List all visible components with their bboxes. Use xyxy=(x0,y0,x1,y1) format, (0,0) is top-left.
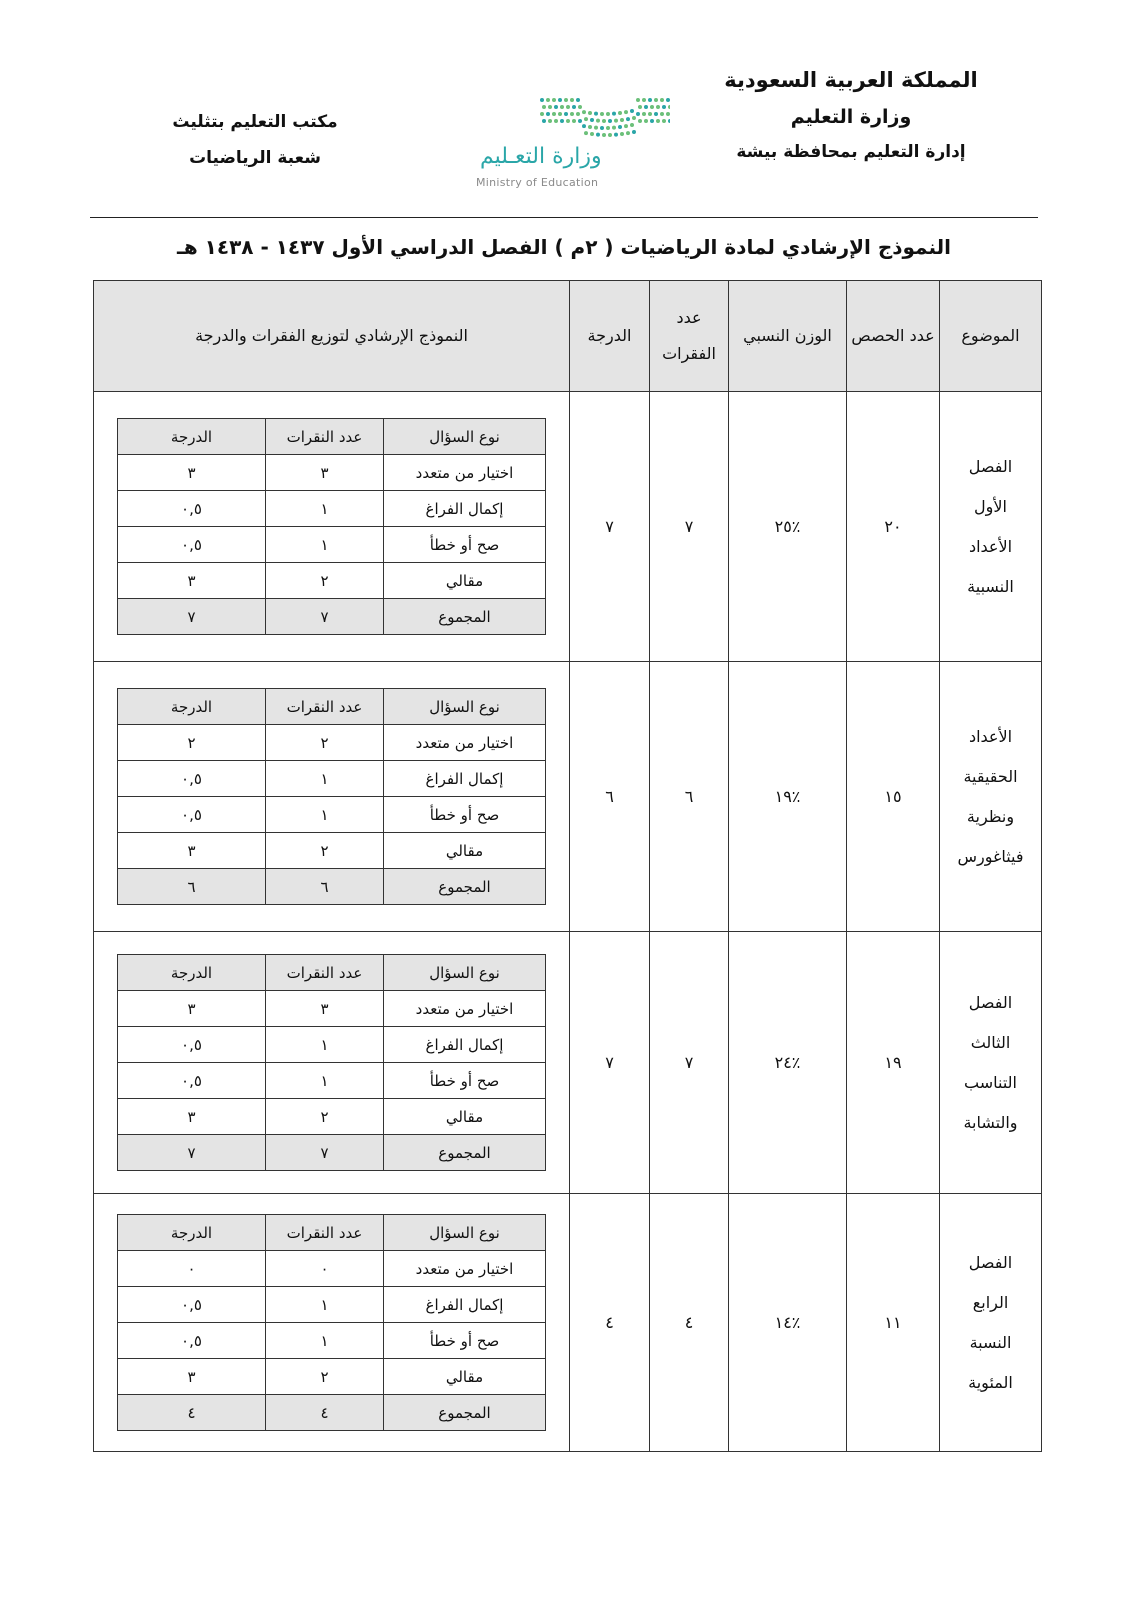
logo-dot xyxy=(542,105,546,109)
topic-line: المئوية xyxy=(968,1372,1013,1392)
inner-col-count: عدد النقرات xyxy=(266,689,384,725)
question-count: ١ xyxy=(266,1323,384,1359)
question-grade: ٠,٥ xyxy=(118,1323,266,1359)
logo-dot xyxy=(572,105,576,109)
lessons-cell: ٢٠ xyxy=(847,392,940,662)
question-count: ١ xyxy=(266,1287,384,1323)
total-label: المجموع xyxy=(384,1395,546,1431)
logo-dot xyxy=(662,105,666,109)
table-row xyxy=(94,932,1042,1194)
inner-col-count: عدد النقرات xyxy=(266,419,384,455)
total-label: المجموع xyxy=(384,599,546,635)
logo-dot xyxy=(554,105,558,109)
distribution-cell xyxy=(94,662,570,932)
logo-dot xyxy=(584,131,588,135)
logo-dot xyxy=(600,126,604,130)
topic-line: التناسب xyxy=(964,1072,1017,1092)
inner-col-type: نوع السؤال xyxy=(384,955,546,991)
col-weight: الوزن النسبي xyxy=(729,281,847,392)
logo-dot xyxy=(606,112,610,116)
logo-dot xyxy=(630,123,634,127)
lessons-cell: ١٩ xyxy=(847,932,940,1194)
question-count: ٢ xyxy=(266,563,384,599)
department-name: شعبة الرياضيات xyxy=(189,148,321,168)
question-type: إكمال الفراغ xyxy=(384,761,546,797)
logo-dot xyxy=(582,110,586,114)
logo-dot xyxy=(560,119,564,123)
logo-dot xyxy=(608,119,612,123)
logo-dot xyxy=(654,112,658,116)
logo-dot xyxy=(594,126,598,130)
grade-cell: ٧ xyxy=(570,932,650,1194)
question-count: ٢ xyxy=(266,725,384,761)
topic-line: والتشابة xyxy=(963,1112,1018,1132)
inner-col-count: عدد النقرات xyxy=(266,955,384,991)
question-count: ١ xyxy=(266,797,384,833)
logo-dot xyxy=(668,119,670,123)
total-count: ٤ xyxy=(266,1395,384,1431)
question-type: صح أو خطأ xyxy=(384,1323,546,1359)
topic-cell xyxy=(940,932,1042,1194)
logo-dot xyxy=(596,133,600,137)
logo-dot xyxy=(626,117,630,121)
question-type: صح أو خطأ xyxy=(384,527,546,563)
question-type: إكمال الفراغ xyxy=(384,491,546,527)
total-grade: ٧ xyxy=(118,1135,266,1171)
col-distribution: النموذج الإرشادي لتوزيع الفقرات والدرجة xyxy=(94,281,570,392)
question-grade: ٣ xyxy=(118,455,266,491)
question-type-row xyxy=(118,1287,546,1323)
question-type: اختيار من متعدد xyxy=(384,1251,546,1287)
logo-dot xyxy=(638,105,642,109)
total-row xyxy=(118,1135,546,1171)
topic-line: النسبة xyxy=(969,1332,1012,1352)
inner-header-row xyxy=(118,419,546,455)
question-type-row xyxy=(118,563,546,599)
question-type: مقالي xyxy=(384,563,546,599)
question-count: ٣ xyxy=(266,455,384,491)
items-cell: ٧ xyxy=(650,392,729,662)
office-name: مكتب التعليم بتثليث xyxy=(172,112,338,132)
logo-dot xyxy=(636,98,640,102)
logo-dot xyxy=(656,119,660,123)
inner-col-grade: الدرجة xyxy=(118,955,266,991)
logo-dot xyxy=(666,112,670,116)
logo-dot xyxy=(546,98,550,102)
logo-dot xyxy=(638,119,642,123)
administration-name: إدارة التعليم بمحافظة بيشة xyxy=(736,142,966,162)
logo-dot xyxy=(654,98,658,102)
question-type: مقالي xyxy=(384,833,546,869)
header-right xyxy=(701,68,1001,162)
distribution-cell xyxy=(94,392,570,662)
inner-col-grade: الدرجة xyxy=(118,1215,266,1251)
question-grade: ٠,٥ xyxy=(118,1063,266,1099)
total-grade: ٤ xyxy=(118,1395,266,1431)
weight-cell: ٪١٤ xyxy=(729,1194,847,1452)
logo-dot xyxy=(558,98,562,102)
question-type: صح أو خطأ xyxy=(384,797,546,833)
question-type-row xyxy=(118,797,546,833)
logo-dot xyxy=(614,133,618,137)
topic-line: الحقيقية xyxy=(963,766,1018,786)
question-type-row xyxy=(118,1251,546,1287)
logo-dot xyxy=(632,130,636,134)
question-distribution-table xyxy=(117,1214,546,1431)
logo-dot xyxy=(606,126,610,130)
question-grade: ٠,٥ xyxy=(118,1287,266,1323)
logo-dot xyxy=(548,105,552,109)
question-count: ١ xyxy=(266,1063,384,1099)
table-header-row xyxy=(94,281,1042,392)
logo-dot xyxy=(588,125,592,129)
inner-col-type: نوع السؤال xyxy=(384,689,546,725)
topic-line: الأول xyxy=(974,496,1007,516)
logo-dot xyxy=(558,112,562,116)
logo-dot xyxy=(612,126,616,130)
logo-dot xyxy=(618,111,622,115)
logo-dot xyxy=(602,133,606,137)
topic-line: النسبية xyxy=(967,576,1014,596)
total-grade: ٧ xyxy=(118,599,266,635)
topic-line: الأعداد xyxy=(968,536,1013,556)
logo-dot xyxy=(570,112,574,116)
table-row xyxy=(94,662,1042,932)
question-type-row xyxy=(118,725,546,761)
question-type-row xyxy=(118,1063,546,1099)
question-grade: ٠,٥ xyxy=(118,797,266,833)
logo-dot xyxy=(608,133,612,137)
question-grade: ٣ xyxy=(118,563,266,599)
question-grade: ٣ xyxy=(118,1099,266,1135)
question-type: إكمال الفراغ xyxy=(384,1287,546,1323)
topic-cell xyxy=(940,662,1042,932)
question-type: اختيار من متعدد xyxy=(384,455,546,491)
page-title: النموذج الإرشادي لمادة الرياضيات ( ٢م ) الفصل الدراسي الأول ١٤٣٧ - ١٤٣٨ هـ xyxy=(176,235,951,259)
logo-english-text: Ministry of Education xyxy=(476,176,599,189)
total-row xyxy=(118,1395,546,1431)
question-count: ٢ xyxy=(266,833,384,869)
logo-dot xyxy=(618,125,622,129)
question-distribution-table xyxy=(117,418,546,635)
topic-line: فيثاغورس xyxy=(957,846,1024,866)
logo-dot xyxy=(612,112,616,116)
logo-dot xyxy=(662,119,666,123)
question-grade: ٠,٥ xyxy=(118,527,266,563)
question-count: ٢ xyxy=(266,1359,384,1395)
logo-dot xyxy=(642,98,646,102)
question-type: اختيار من متعدد xyxy=(384,991,546,1027)
col-topic: الموضوع xyxy=(940,281,1042,392)
logo-dot xyxy=(630,109,634,113)
question-type-row xyxy=(118,1099,546,1135)
lessons-cell: ١١ xyxy=(847,1194,940,1452)
logo-dot xyxy=(594,112,598,116)
logo-dot xyxy=(564,112,568,116)
logo-dot xyxy=(570,98,574,102)
logo-dot xyxy=(582,124,586,128)
question-type-row xyxy=(118,1359,546,1395)
ministry-logo-dots-icon xyxy=(470,92,670,142)
inner-header-row xyxy=(118,955,546,991)
question-type-row xyxy=(118,455,546,491)
question-distribution-table xyxy=(117,954,546,1171)
table-row xyxy=(94,392,1042,662)
logo-dot xyxy=(626,131,630,135)
question-type: اختيار من متعدد xyxy=(384,725,546,761)
logo-dot xyxy=(642,112,646,116)
total-count: ٧ xyxy=(266,599,384,635)
inner-col-type: نوع السؤال xyxy=(384,419,546,455)
logo-dot xyxy=(572,119,576,123)
question-grade: ٢ xyxy=(118,725,266,761)
question-type-row xyxy=(118,991,546,1027)
logo-dot xyxy=(542,119,546,123)
topic-line: الرابع xyxy=(972,1292,1009,1312)
question-type: إكمال الفراغ xyxy=(384,1027,546,1063)
logo-dot xyxy=(590,132,594,136)
question-count: ٣ xyxy=(266,991,384,1027)
items-cell: ٦ xyxy=(650,662,729,932)
inner-col-grade: الدرجة xyxy=(118,419,266,455)
question-type: صح أو خطأ xyxy=(384,1063,546,1099)
question-grade: ٠,٥ xyxy=(118,491,266,527)
header-divider xyxy=(90,217,1038,218)
logo-dot xyxy=(614,119,618,123)
logo-dot xyxy=(656,105,660,109)
question-grade: ٣ xyxy=(118,991,266,1027)
question-type: مقالي xyxy=(384,1359,546,1395)
topic-line: ونظرية xyxy=(966,806,1015,826)
question-type-row xyxy=(118,527,546,563)
weight-cell: ٪٢٥ xyxy=(729,392,847,662)
logo-dot xyxy=(620,118,624,122)
topic-line: الفصل xyxy=(968,992,1013,1012)
question-grade: ٠,٥ xyxy=(118,761,266,797)
logo-dot xyxy=(596,119,600,123)
logo-dot xyxy=(624,110,628,114)
question-count: ١ xyxy=(266,761,384,797)
logo-dot xyxy=(624,124,628,128)
inner-col-type: نوع السؤال xyxy=(384,1215,546,1251)
inner-col-grade: الدرجة xyxy=(118,689,266,725)
weight-cell: ٪٢٤ xyxy=(729,932,847,1194)
weight-cell: ٪١٩ xyxy=(729,662,847,932)
logo-dot xyxy=(560,105,564,109)
logo-dot xyxy=(578,119,582,123)
grade-cell: ٧ xyxy=(570,392,650,662)
logo-dot xyxy=(584,117,588,121)
logo-dot xyxy=(552,112,556,116)
topic-line: الثالث xyxy=(970,1032,1011,1052)
logo-dot xyxy=(644,105,648,109)
topic-line: الأعداد xyxy=(968,726,1013,746)
logo-dot xyxy=(566,105,570,109)
logo-dot xyxy=(540,112,544,116)
question-grade: ٠,٥ xyxy=(118,1027,266,1063)
question-type-row xyxy=(118,761,546,797)
question-type-row xyxy=(118,833,546,869)
topic-cell xyxy=(940,392,1042,662)
logo-dot xyxy=(602,119,606,123)
logo-dot xyxy=(644,119,648,123)
distribution-table xyxy=(93,280,1042,1452)
question-type: مقالي xyxy=(384,1099,546,1135)
logo-dot xyxy=(566,119,570,123)
question-count: ٢ xyxy=(266,1099,384,1135)
inner-header-row xyxy=(118,1215,546,1251)
question-count: ١ xyxy=(266,527,384,563)
total-row xyxy=(118,599,546,635)
header-left xyxy=(170,112,340,168)
question-grade: ٠ xyxy=(118,1251,266,1287)
logo-dot xyxy=(540,98,544,102)
total-label: المجموع xyxy=(384,1135,546,1171)
question-distribution-table xyxy=(117,688,546,905)
total-count: ٦ xyxy=(266,869,384,905)
question-type-row xyxy=(118,1027,546,1063)
ministry-name: وزارة التعليم xyxy=(790,106,912,128)
question-count: ٠ xyxy=(266,1251,384,1287)
col-lessons: عدد الحصص xyxy=(847,281,940,392)
logo-dot xyxy=(564,98,568,102)
logo-dot xyxy=(588,111,592,115)
topic-line: الفصل xyxy=(968,456,1013,476)
logo-dot xyxy=(554,119,558,123)
logo-dot xyxy=(546,112,550,116)
question-count: ١ xyxy=(266,1027,384,1063)
question-type-row xyxy=(118,1323,546,1359)
inner-header-row xyxy=(118,689,546,725)
col-items: عدد الفقرات xyxy=(650,281,729,392)
logo-dot xyxy=(600,112,604,116)
table-row xyxy=(94,1194,1042,1452)
total-label: المجموع xyxy=(384,869,546,905)
logo-dot xyxy=(576,112,580,116)
question-type-row xyxy=(118,491,546,527)
logo-dot xyxy=(648,112,652,116)
logo-dot xyxy=(636,112,640,116)
total-count: ٧ xyxy=(266,1135,384,1171)
logo-arabic-text: وزارة التعـليم xyxy=(480,144,602,169)
grade-cell: ٦ xyxy=(570,662,650,932)
ministry-logo xyxy=(470,92,670,192)
logo-dot xyxy=(660,112,664,116)
lessons-cell: ١٥ xyxy=(847,662,940,932)
logo-dot xyxy=(648,98,652,102)
logo-dot xyxy=(650,105,654,109)
logo-dot xyxy=(576,98,580,102)
topic-cell xyxy=(940,1194,1042,1452)
logo-dot xyxy=(666,98,670,102)
logo-dot xyxy=(660,98,664,102)
logo-dot xyxy=(668,105,670,109)
logo-dot xyxy=(620,132,624,136)
question-grade: ٣ xyxy=(118,1359,266,1395)
distribution-cell xyxy=(94,932,570,1194)
items-cell: ٧ xyxy=(650,932,729,1194)
distribution-cell xyxy=(94,1194,570,1452)
col-grade: الدرجة xyxy=(570,281,650,392)
topic-line: الفصل xyxy=(968,1252,1013,1272)
total-grade: ٦ xyxy=(118,869,266,905)
logo-dot xyxy=(552,98,556,102)
question-count: ١ xyxy=(266,491,384,527)
items-cell: ٤ xyxy=(650,1194,729,1452)
grade-cell: ٤ xyxy=(570,1194,650,1452)
logo-dot xyxy=(650,119,654,123)
kingdom-name: المملكة العربية السعودية xyxy=(724,68,978,92)
inner-col-count: عدد النقرات xyxy=(266,1215,384,1251)
logo-dot xyxy=(590,118,594,122)
question-grade: ٣ xyxy=(118,833,266,869)
total-row xyxy=(118,869,546,905)
logo-dot xyxy=(632,116,636,120)
logo-dot xyxy=(548,119,552,123)
logo-dot xyxy=(578,105,582,109)
